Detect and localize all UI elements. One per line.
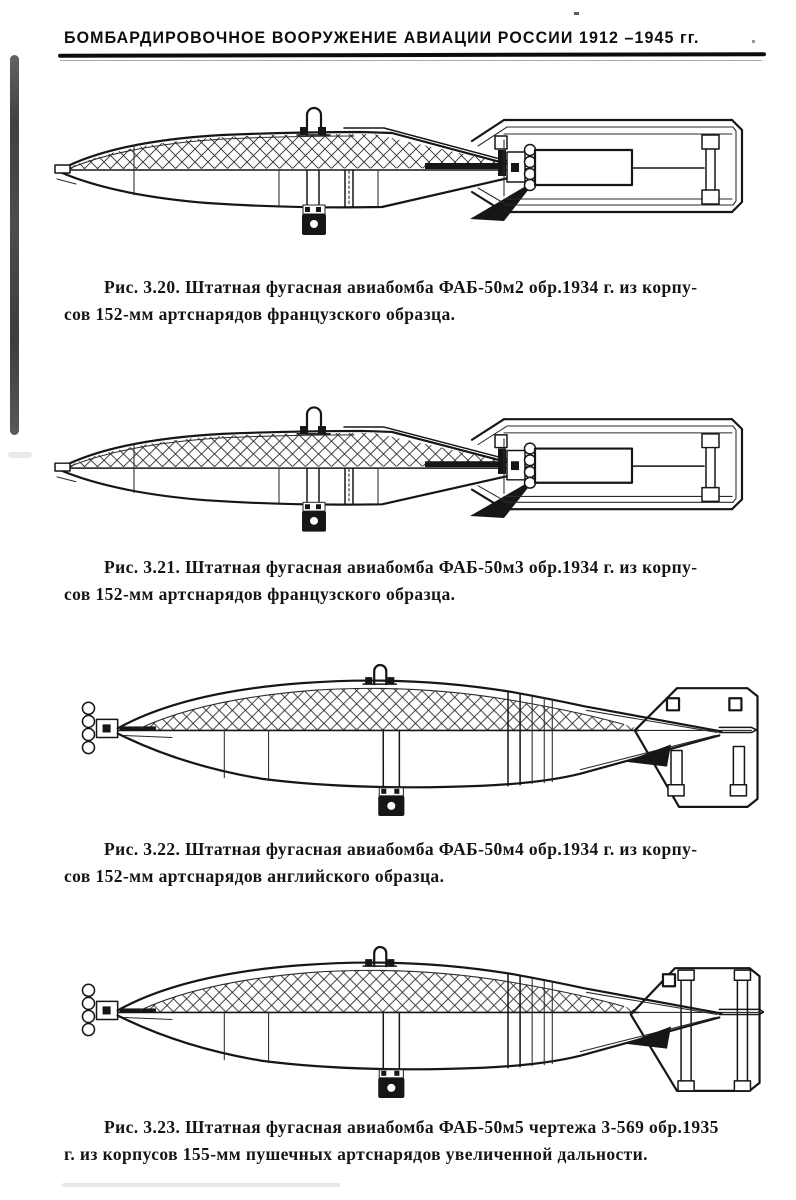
scan-smudge [8, 452, 32, 458]
header-rule-thin [60, 60, 762, 61]
caption-line: Рис. 3.23. Штатная фугасная авиабомба ФАБ-50м5 чертежа 3-569 обр.1935 [104, 1117, 719, 1137]
scan-smudge [62, 1183, 340, 1187]
figure-caption-3-20 [64, 274, 770, 328]
scan-speck [752, 40, 755, 43]
caption-line: г. из корпусов 155-мм пушечных артснарядов увеличенной дальности. [64, 1144, 648, 1164]
page-header-title: БОМБАРДИРОВОЧНОЕ ВООРУЖЕНИЕ АВИАЦИИ РОССИИ 1912 –1945 гг. [64, 29, 700, 48]
caption-line: сов 152-мм артснарядов французского образца. [64, 304, 456, 324]
bomb-drawing-fab-50m2 [52, 84, 767, 264]
caption-line: Рис. 3.21. Штатная фугасная авиабомба ФАБ-50м3 обр.1934 г. из корпу- [104, 557, 698, 577]
bomb-drawing-fab-50m4 [75, 658, 770, 824]
figure-caption-3-23 [64, 1114, 770, 1168]
caption-line: Рис. 3.20. Штатная фугасная авиабомба ФАБ-50м2 обр.1934 г. из корпу- [104, 277, 698, 297]
caption-line: сов 152-мм артснарядов французского образца. [64, 584, 456, 604]
figure-caption-3-22 [64, 836, 770, 890]
bomb-drawing-fab-50m3 [52, 384, 767, 560]
scan-binding-artifact [10, 55, 19, 435]
figure-caption-3-21 [64, 554, 770, 608]
bomb-drawing-fab-50m5 [75, 940, 770, 1106]
caption-line: сов 152-мм артснарядов английского образца. [64, 866, 445, 886]
caption-line: Рис. 3.22. Штатная фугасная авиабомба ФАБ-50м4 обр.1934 г. из корпу- [104, 839, 698, 859]
scan-speck [574, 12, 579, 15]
header-rule-thick [58, 52, 766, 57]
